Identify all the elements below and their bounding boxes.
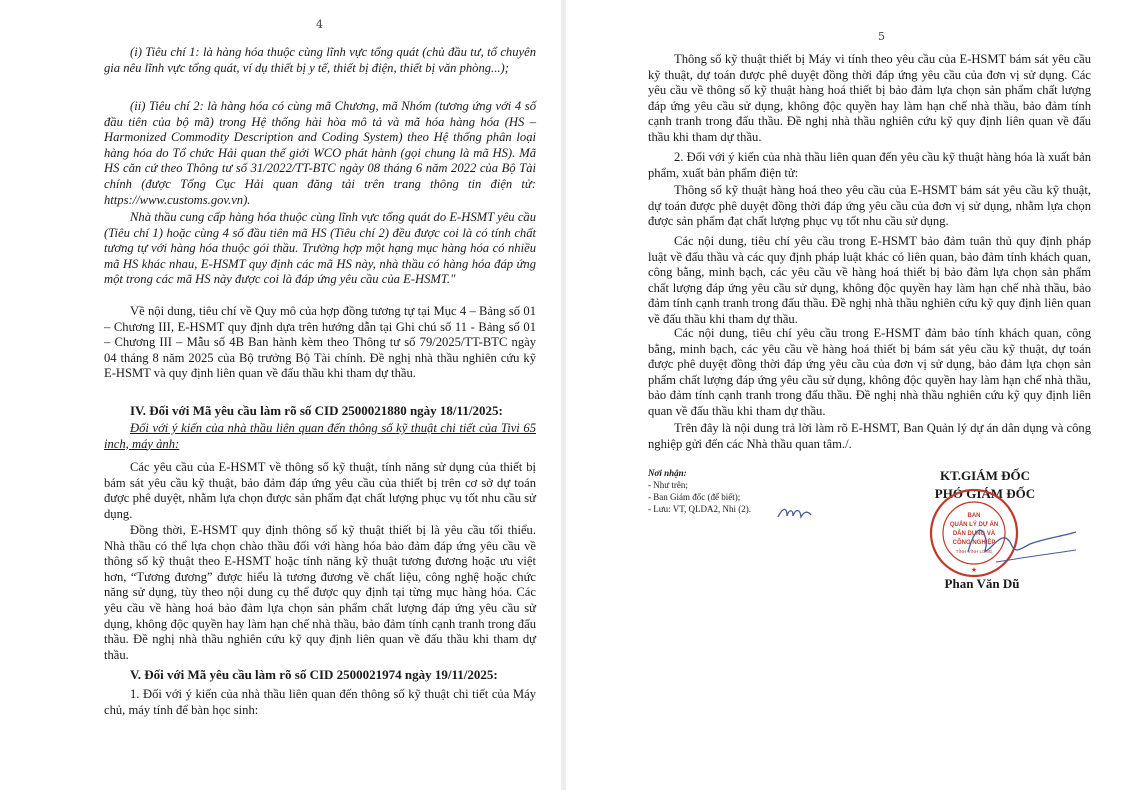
signature-role-2: PHÓ GIÁM ĐỐC (934, 486, 1036, 501)
recipient-line: - Lưu: VT, QLDA2, Nhi (2). (648, 504, 752, 514)
recipient-line: - Ban Giám đốc (để biết); (648, 492, 741, 502)
paragraph-goods-specs: Thông số kỹ thuật hàng hoá theo yêu cầu của E-HSMT bám sát yêu cầu kỹ thuật, dự toán được phê duyệt đồng thời đáp ứng yêu cầu của đơn vị sử dụng, nhằm lựa chọn được sản phẩm đạt chất lượng phục vụ tốt nhu cầu sử dụng. (648, 183, 1091, 229)
seal-text-line: BAN (967, 513, 981, 519)
recipient-line: - Như trên; (648, 480, 688, 490)
paragraph-objectivity: Các nội dung, tiêu chí yêu cầu trong E-HSMT đảm bảo tính khách quan, công bằng, minh bạch, các yêu cầu về hàng hoá thiết bị bám sát yêu cầu kỹ thuật, dự toán được phê duyệt đồng thời đáp ứng yêu cầu của đơn vị sử dụng, bảo đảm lựa chọn sản phẩm chất lượng đáp ứng yêu cầu sử dụng, không độc quyền hay làm hạn chế nhà thầu, bảo đảm tính cạnh tranh trong đấu thầu. Đề nghị nhà thầu nghiên cứu kỹ quy định liên quan về đấu thầu khi tham dự thầu. (648, 326, 1091, 418)
signature-icon (960, 510, 1080, 570)
seal-text-line: DÂN DỤNG VÀ (952, 531, 996, 537)
signature-role-1: KT.GIÁM ĐỐC (939, 468, 1031, 483)
paragraph-server-pc: 1. Đối với ý kiến của nhà thầu liên quan đến thông số kỹ thuật chi tiết của Máy chủ, máy tính để bàn học sinh: (104, 687, 536, 717)
left-page (0, 0, 560, 790)
signer-name: Phan Văn Dũ (944, 576, 1020, 591)
heading-v: V. Đối với Mã yêu cầu làm rõ số CID 2500021974 ngày 19/11/2025: (130, 667, 498, 682)
initials-signature-icon (775, 503, 815, 525)
page-number: 4 (316, 18, 323, 31)
paragraph-contract-scale: Về nội dung, tiêu chí về Quy mô của hợp đồng tương tự tại Mục 4 – Bảng số 01 – Chương III, E-HSMT quy định dựa trên hướng dẫn tại Ghi chú số 11 - Bảng số 01 – Chương III – Mẫu số 4B Ban hành kèm theo Thông tư số 79/2025/TT-BTC ngày 04 tháng 8 năm 2025 của Bộ trưởng Bộ Tài chính. Đề nghị nhà thầu nghiên cứu kỹ E-HSMT và quy định liên quan về đấu thầu khi tham dự thầu. (104, 304, 536, 381)
paragraph-computer-specs: Thông số kỹ thuật thiết bị Máy vi tính theo yêu cầu của E-HSMT bám sát yêu cầu kỹ thuật, dự toán được phê duyệt đồng thời đáp ứng yêu cầu của đơn vị sử dụng. Các yêu cầu về thông số kỹ thuật hàng hoá thiết bị bảo đảm lựa chọn sản phẩm chất lượng đáp ứng yêu cầu sử dụng, không độc quyền hay làm hạn chế nhà thầu, bảo đảm tính cạnh tranh trong đấu thầu. Đề nghị nhà thầu nghiên cứu kỹ quy định liên quan về đấu thầu khi tham dự thầu. (648, 52, 1091, 144)
heading-iv: IV. Đối với Mã yêu cầu làm rõ số CID 2500021880 ngày 18/11/2025: (130, 403, 503, 418)
seal-text-line: QUẢN LÝ DỰ ÁN (949, 522, 999, 528)
seal-text-line: CÔNG NGHIỆP (952, 540, 996, 546)
paragraph-closing: Trên đây là nội dung trả lời làm rõ E-HSMT, Ban Quản lý dự án dân dụng và công nghiệp gửi đến các Nhà thầu quan tâm./. (648, 421, 1091, 451)
paragraph-equivalent: Đồng thời, E-HSMT quy định thông số kỹ thuật thiết bị là yêu cầu tối thiểu. Nhà thầu có thể lựa chọn chào thầu đối với hàng hóa bảo đảm đáp ứng yêu cầu về thông số kỹ thuật theo E-HSMT hoặc tính năng kỹ thuật tương đương hoặc ưu việt hơn, “Tương đương” được hiểu là tương đương về chất liệu, công nghệ hoặc chức năng sử dụng, tùy theo nội dung cụ thể được quy định tại từng mục hàng hóa. Các yêu cầu về hàng hoá bảo đảm lựa chọn sản phẩm chất lượng đáp ứng yêu cầu sử dụng, không độc quyền hay làm hạn chế nhà thầu, bảo đảm tính cạnh tranh trong đấu thầu. Đề nghị nhà thầu nghiên cứu kỹ quy định liên quan về đấu thầu khi tham dự thầu. (104, 523, 536, 662)
subheading-iv: Đối với ý kiến của nhà thầu liên quan đến thông số kỹ thuật chi tiết của Tivi 65 inch, máy ảnh: (104, 421, 536, 451)
recipients-title: Nơi nhận: (648, 468, 687, 478)
paragraph-publications: 2. Đối với ý kiến của nhà thầu liên quan đến yêu cầu kỹ thuật hàng hóa là xuất bản phẩm, xuất bản phẩm điện tử: (648, 150, 1091, 180)
svg-text:★: ★ (970, 567, 978, 574)
page-number: 5 (878, 30, 885, 43)
right-page (567, 0, 1128, 790)
recipients-block (648, 467, 848, 515)
paragraph-compliance: Các nội dung, tiêu chí yêu cầu trong E-HSMT bảo đảm tuân thủ quy định pháp luật về đấu thầu và các quy định pháp luật khác có liên quan, bảo đảm tính khách quan, công bằng, minh bạch, các yêu cầu về hàng hoá thiết bị bảo đảm lựa chọn sản phẩm chất lượng đáp ứng yêu cầu sử dụng, không độc quyền hay làm hạn chế nhà thầu, bảo đảm tính cạnh tranh trong đấu thầu. Đề nghị nhà thầu nghiên cứu kỹ quy định liên quan về đấu thầu khi tham dự thầu. (648, 234, 1091, 326)
paragraph-criterion-2: (ii) Tiêu chí 2: là hàng hóa có cùng mã Chương, mã Nhóm (tương ứng với 4 số đầu tiên của bộ mã) trong Hệ thống hài hòa mô tả và mã hóa hàng hóa (HS – Harmonized Commodity Description and Coding System) theo Hệ thống phân loại hàng hóa do Tổ chức Hải quan thế giới WCO phát hành (gọi chung là mã HS). Mã HS căn cứ theo Thông tư số 31/2022/TT-BTC ngày 08 tháng 6 năm 2022 của Bộ Tài chính (được Tổng Cục Hải quan đăng tải trên trang thông tin điện tử: https://www.customs.gov.vn). (104, 99, 536, 207)
paragraph-similar-goods: Nhà thầu cung cấp hàng hóa thuộc cùng lĩnh vực tổng quát do E-HSMT yêu cầu (Tiêu chí 1) hoặc cùng 4 số đầu tiên mã HS (Tiêu chí 2) đều được coi là có tính chất tương tự với hàng hóa thuộc gói thầu. Trường hợp một hạng mục hàng hóa có nhiều mã HS khác nhau, E-HSMT quy định các mã HS này, nhà thầu có hàng hóa đáp ứng một trong các mã HS này được coi là đáp ứng yêu cầu của E-HSMT." (104, 210, 536, 287)
paragraph-criterion-1: (i) Tiêu chí 1: là hàng hóa thuộc cùng lĩnh vực tổng quát (chủ đầu tư, tổ chuyên gia nêu lĩnh vực tổng quát, ví dụ thiết bị y tế, thiết bị điện, thiết bị văn phòng...); (104, 45, 536, 75)
page-divider (561, 0, 566, 790)
seal-text-line: TỈNH VĨNH LONG (955, 549, 993, 554)
paragraph-tech-specs: Các yêu cầu của E-HSMT về thông số kỹ thuật, tính năng sử dụng của thiết bị bám sát yêu cầu kỹ thuật, bảo đảm đáp ứng yêu cầu của thiết bị trên cơ sở dự toán được phê duyệt, nhằm lựa chọn được sản phẩm đạt chất lượng phục vụ tốt nhu cầu sử dụng. (104, 460, 536, 521)
